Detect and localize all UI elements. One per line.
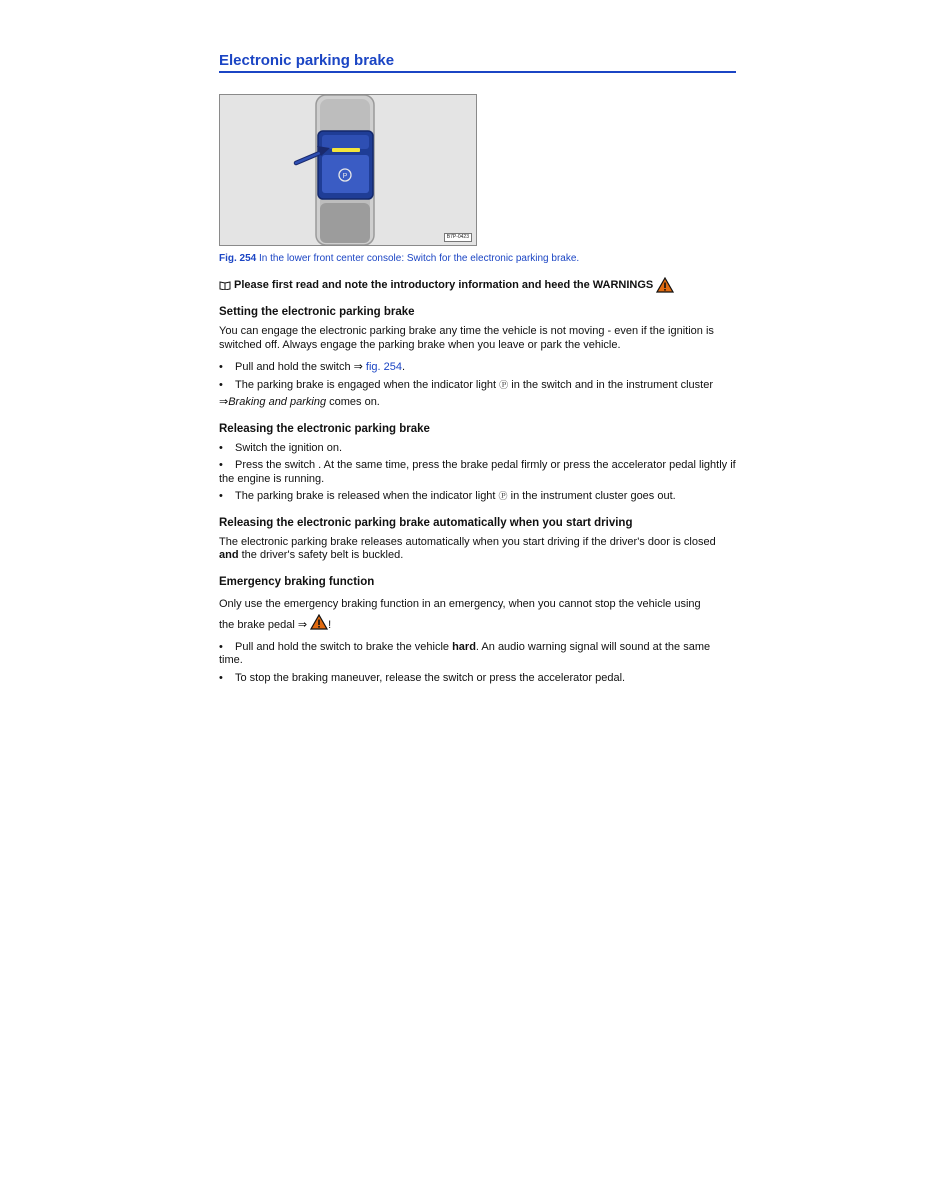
- parking-indicator-icon: Ⓟ: [498, 491, 508, 501]
- paragraph-text: Only use the emergency braking function in an emergency, when you cannot stop the vehicle using: [219, 597, 701, 610]
- figure-image: [219, 94, 477, 246]
- paragraph-bold: and: [219, 549, 239, 561]
- list-item-text-end: in the switch and in the instrument cluster: [508, 378, 714, 391]
- bullet: •: [219, 361, 223, 373]
- list-item-text-end: .: [402, 361, 406, 373]
- paragraph-text-end: the driver's safety belt is buckled.: [238, 549, 404, 561]
- list-item-text: Switch the ignition on.: [235, 441, 343, 454]
- list-item-text: To stop the braking maneuver, release the switch or press the accelerator pedal.: [235, 671, 626, 684]
- bullet: •: [219, 490, 223, 502]
- list-item-text: Pull and hold the switch ⇒: [235, 361, 366, 373]
- reference-arrow: ⇒: [219, 396, 229, 408]
- section-heading-setting: Setting the electronic parking brake: [219, 306, 415, 318]
- list-item: [219, 641, 736, 668]
- auto-release-paragraph: [219, 536, 736, 563]
- page-title: Electronic parking brake: [219, 52, 736, 73]
- intro-note: [219, 277, 736, 293]
- warning-triangle-icon: [310, 614, 328, 630]
- setting-list: [219, 361, 736, 410]
- figure-code: B7P-0423: [444, 233, 472, 242]
- list-item-bold: hard: [452, 640, 476, 653]
- parking-indicator-icon: Ⓟ: [499, 379, 509, 390]
- parking-brake-switch-illustration: [220, 95, 476, 245]
- list-item: [219, 379, 736, 410]
- reference-link: Braking and parking: [228, 396, 327, 408]
- bullet: •: [219, 640, 223, 653]
- list-item: [219, 672, 736, 686]
- intro-text: Please first read and note the introductory information and heed the WARNINGS: [234, 279, 654, 291]
- section-heading-emergency: Emergency braking function: [219, 575, 375, 588]
- figure-link[interactable]: fig. 254: [365, 361, 402, 373]
- figure-caption-text: In the lower front center console: Switch for the electronic parking brake.: [256, 253, 580, 264]
- bullet: •: [219, 459, 223, 471]
- section-heading-releasing: Releasing the electronic parking brake: [219, 422, 430, 435]
- emergency-list: [219, 641, 736, 686]
- bullet: •: [219, 671, 223, 684]
- bullet: •: [219, 378, 223, 391]
- section-heading-auto-release: Releasing the electronic parking brake automatically when you start driving: [219, 516, 633, 529]
- list-item-text-end: in the instrument cluster goes out.: [507, 490, 676, 502]
- list-item: [219, 442, 736, 456]
- list-item-text: Press the switch . At the same time, press the brake pedal firmly or press the accelerator pedal lightly if the engine is running.: [219, 459, 736, 485]
- list-item-text: The parking brake is released when the indicator light: [235, 490, 499, 502]
- paragraph-text-end: !: [328, 618, 332, 631]
- emergency-paragraph: [219, 595, 736, 635]
- figure-caption: [219, 253, 736, 264]
- list-item: [219, 361, 736, 375]
- warning-triangle-icon: [656, 277, 674, 293]
- book-icon: [219, 280, 231, 290]
- releasing-list: [219, 442, 736, 504]
- figure-caption-label: Fig. 254: [219, 253, 257, 264]
- list-item-text-end: comes on.: [326, 396, 380, 408]
- list-item: [219, 490, 736, 504]
- list-item-text: Pull and hold the switch to brake the vehicle: [235, 640, 453, 653]
- svg-text:P: P: [342, 173, 348, 180]
- list-item-text-end: . An audio warning signal will sound at the same time.: [219, 640, 711, 666]
- page-content: [219, 52, 736, 689]
- paragraph-text: The electronic parking brake releases automatically when you start driving if the driver's door is closed: [219, 535, 716, 548]
- list-item: [219, 459, 736, 486]
- bullet: •: [219, 441, 223, 454]
- paragraph-text: the brake pedal ⇒: [219, 618, 311, 631]
- list-item-text: The parking brake is engaged when the indicator light: [235, 378, 500, 391]
- setting-paragraph: You can engage the electronic parking brake any time the vehicle is not moving - even if the ignition is switched off. Always engage the parking brake when you leave or park the vehicle.: [219, 325, 714, 351]
